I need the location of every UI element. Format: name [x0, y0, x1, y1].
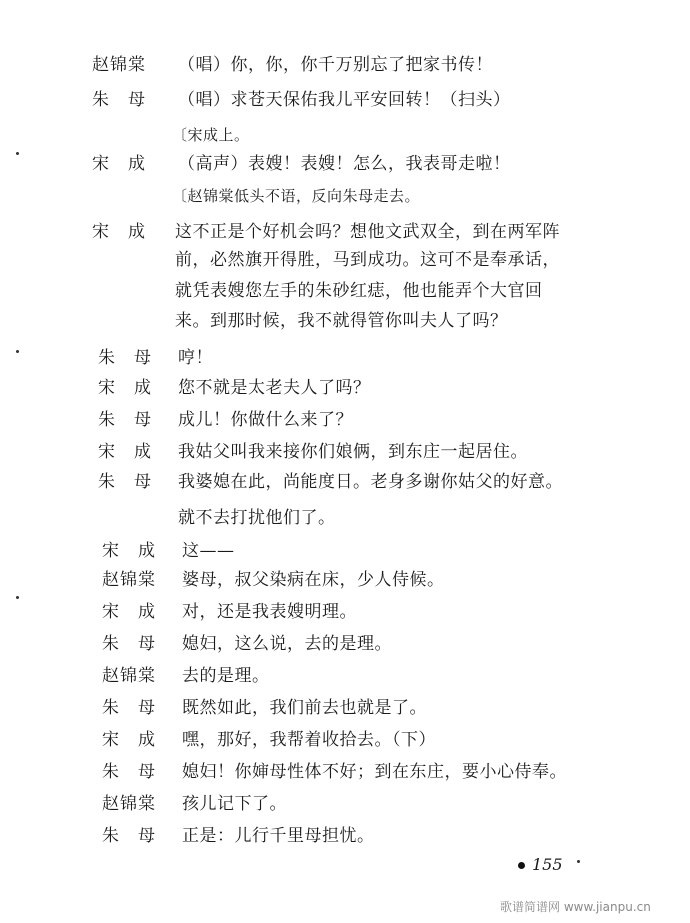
line-text: （唱）求苍天保佑我儿平安回转！（扫头）	[178, 90, 511, 110]
line-text: 〔宋成上。	[172, 126, 250, 144]
line-text: 婆母，叔父染病在床，少人侍候。	[182, 570, 445, 590]
margin-speck	[16, 596, 19, 599]
speaker-name: 赵锦棠	[92, 55, 146, 75]
speaker-name: 宋 成	[92, 222, 146, 242]
line-text: （唱）你，你，你千万别忘了把家书传！	[178, 55, 493, 75]
line-text: 嘿，那好，我帮着收拾去。（下）	[182, 730, 436, 750]
line-text: 就不去打扰他们了。	[178, 508, 336, 528]
speaker-name: 朱 母	[98, 472, 152, 492]
line-text: 成儿！你做什么来了？	[178, 410, 353, 430]
line-text: 这不正是个好机会吗？想他文武双全，到在两军阵	[175, 222, 560, 242]
line-text: 来。到那时候，我不就得管你叫夫人了吗？	[175, 311, 508, 331]
line-text: 我姑父叫我来接你们娘俩，到东庄一起居住。	[178, 442, 528, 462]
line-text: 媳妇！你婶母性体不好；到在东庄，要小心侍奉。	[182, 762, 567, 782]
line-text: 媳妇，这么说，去的是理。	[182, 634, 392, 654]
speaker-name: 朱 母	[102, 826, 156, 846]
speaker-name: 宋 成	[98, 442, 152, 462]
line-text: 对，还是我表嫂明理。	[182, 602, 357, 622]
line-text: 我婆媳在此，尚能度日。老身多谢你姑父的好意。	[178, 472, 563, 492]
speaker-name: 朱 母	[98, 410, 152, 430]
speaker-name: 宋 成	[102, 541, 156, 561]
speaker-name: 朱 母	[102, 762, 156, 782]
line-text: 就凭表嫂您左手的朱砂红痣，他也能弄个大官回	[175, 281, 543, 301]
margin-speck	[16, 350, 19, 353]
page-number-bullet	[518, 862, 525, 869]
line-text: 去的是理。	[182, 666, 270, 686]
margin-speck	[16, 152, 19, 155]
speaker-name: 宋 成	[98, 378, 152, 398]
speaker-name: 宋 成	[92, 154, 146, 174]
speaker-name: 朱 母	[102, 698, 156, 718]
line-text: 前，必然旗开得胜，马到成功。这可不是奉承话，	[175, 250, 560, 270]
line-text: 〔赵锦棠低头不语，反向朱母走去。	[172, 187, 421, 205]
speaker-name: 宋 成	[102, 602, 156, 622]
speaker-name: 赵锦棠	[102, 794, 156, 814]
speaker-name: 宋 成	[102, 730, 156, 750]
line-text: 哼！	[178, 348, 213, 368]
line-text: （高声）表嫂！表嫂！怎么，我表哥走啦！	[178, 154, 511, 174]
line-text: 既然如此，我们前去也就是了。	[182, 698, 427, 718]
line-text: 正是：儿行千里母担忧。	[182, 826, 375, 846]
speaker-name: 赵锦棠	[102, 666, 156, 686]
speaker-name: 赵锦棠	[102, 570, 156, 590]
page-number: 155	[532, 855, 563, 874]
watermark: 歌谱简谱网 www.jianpu.cn	[500, 900, 651, 914]
line-text: 您不就是太老夫人了吗？	[178, 378, 371, 398]
line-text: 这——	[182, 541, 235, 561]
line-text: 孩儿记下了。	[182, 794, 287, 814]
speaker-name: 朱 母	[98, 348, 152, 368]
page-number-dot	[577, 860, 580, 863]
speaker-name: 朱 母	[92, 90, 146, 110]
speaker-name: 朱 母	[102, 634, 156, 654]
